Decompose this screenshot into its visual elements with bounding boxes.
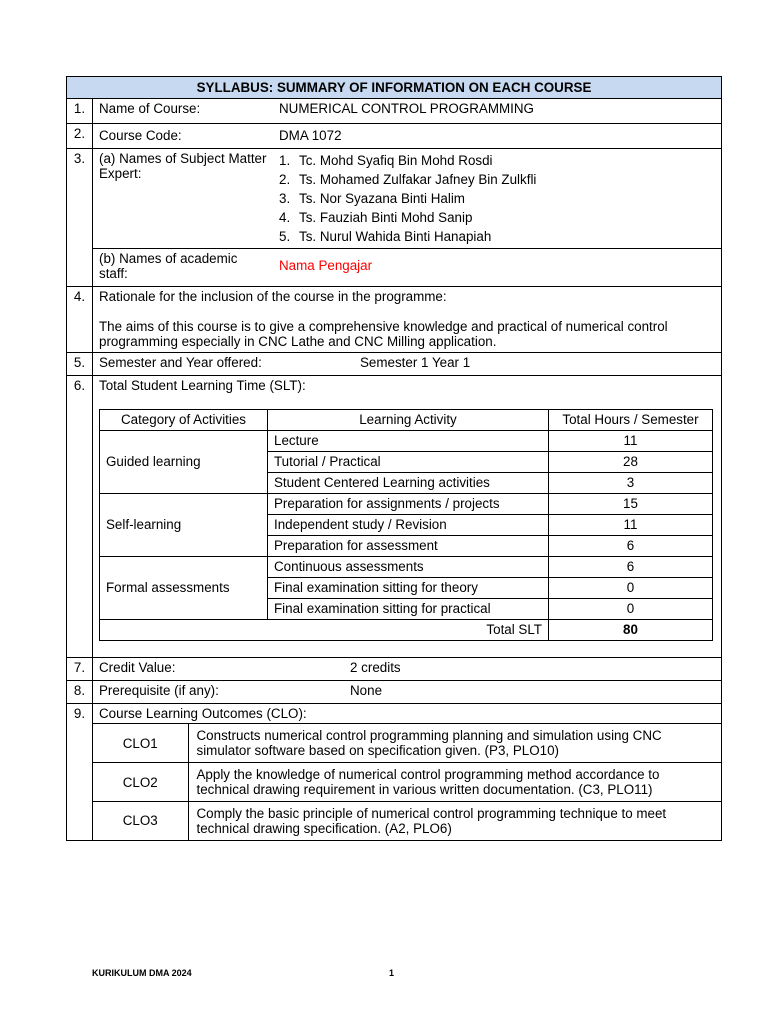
clo-code: CLO1 bbox=[93, 724, 188, 763]
row-academic-staff bbox=[67, 249, 722, 287]
credit-value-value: 2 credits bbox=[350, 660, 401, 675]
activity-cell: Student Centered Learning activities bbox=[268, 473, 549, 494]
credit-value-label: Credit Value: bbox=[99, 660, 176, 675]
hours-cell: 15 bbox=[549, 494, 713, 515]
row-number: 2. bbox=[67, 124, 93, 149]
list-item: 1. Tc. Mohd Syafiq Bin Mohd Rosdi bbox=[279, 153, 493, 168]
row-number: 6. bbox=[67, 376, 93, 658]
row-number: 9. bbox=[67, 704, 93, 841]
sme-label: (a) Names of Subject Matter Expert: bbox=[99, 151, 267, 181]
prerequisite-value: None bbox=[350, 683, 383, 698]
row-number: 8. bbox=[67, 681, 93, 704]
hours-cell: 6 bbox=[549, 536, 713, 557]
list-item: 4. Ts. Fauziah Binti Mohd Sanip bbox=[279, 210, 473, 225]
rationale-label: Rationale for the inclusion of the course in the programme: bbox=[99, 289, 447, 304]
hours-cell: 0 bbox=[549, 599, 713, 620]
syllabus-table bbox=[66, 76, 722, 841]
hours-cell: 11 bbox=[549, 431, 713, 452]
clo-code: CLO2 bbox=[93, 763, 188, 802]
row-credit-value bbox=[67, 658, 722, 681]
clo-text: Apply the knowledge of numerical control programming method accordance to technical drawing requirement in various written documentation. (C3, PLO11) bbox=[188, 763, 722, 802]
table-row bbox=[93, 763, 722, 802]
column-header: Learning Activity bbox=[268, 410, 549, 431]
academic-staff-label: (b) Names of academic staff: bbox=[99, 251, 238, 281]
syllabus-header-row bbox=[67, 77, 722, 99]
row-rationale bbox=[67, 287, 722, 353]
clo-code: CLO3 bbox=[93, 802, 188, 840]
table-header-row bbox=[100, 410, 713, 431]
course-code-value: DMA 1072 bbox=[279, 128, 342, 143]
table-row bbox=[100, 494, 713, 515]
total-row bbox=[100, 620, 713, 641]
category-cell: Guided learning bbox=[100, 431, 268, 494]
category-cell: Self-learning bbox=[100, 494, 268, 557]
hours-cell: 11 bbox=[549, 515, 713, 536]
clo-text: Comply the basic principle of numerical control programming technique to meet technical drawing specification. (A2, PLO6) bbox=[188, 802, 722, 840]
page-number: 1 bbox=[389, 968, 395, 978]
table-row bbox=[100, 431, 713, 452]
table-row bbox=[93, 724, 722, 763]
slt-table bbox=[99, 409, 713, 641]
row-clo bbox=[67, 704, 722, 841]
syllabus-title: SYLLABUS: SUMMARY OF INFORMATION ON EACH COURSE bbox=[67, 77, 722, 99]
hours-cell: 0 bbox=[549, 578, 713, 599]
slt-label: Total Student Learning Time (SLT): bbox=[99, 378, 306, 393]
row-prerequisite bbox=[67, 681, 722, 704]
footer-curriculum: KURIKULUM DMA 2024 bbox=[92, 968, 192, 978]
hours-cell: 3 bbox=[549, 473, 713, 494]
activity-cell: Continuous assessments bbox=[268, 557, 549, 578]
row-course-name bbox=[67, 99, 722, 124]
total-value: 80 bbox=[549, 620, 713, 641]
activity-cell: Preparation for assessment bbox=[268, 536, 549, 557]
clo-label: Course Learning Outcomes (CLO): bbox=[99, 706, 307, 721]
clo-table bbox=[93, 723, 722, 840]
course-name-label: Name of Course: bbox=[99, 101, 201, 116]
activity-cell: Preparation for assignments / projects bbox=[268, 494, 549, 515]
list-item: 3. Ts. Nor Syazana Binti Halim bbox=[279, 191, 465, 206]
prerequisite-label: Prerequisite (if any): bbox=[99, 683, 219, 698]
hours-cell: 6 bbox=[549, 557, 713, 578]
row-number: 3. bbox=[67, 149, 93, 287]
table-row bbox=[100, 557, 713, 578]
activity-cell: Tutorial / Practical bbox=[268, 452, 549, 473]
activity-cell: Final examination sitting for practical bbox=[268, 599, 549, 620]
course-code-label: Course Code: bbox=[99, 128, 182, 143]
list-item: 2. Ts. Mohamed Zulfakar Jafney Bin Zulkfli bbox=[279, 172, 537, 187]
row-course-code bbox=[67, 124, 722, 149]
total-label: Total SLT bbox=[100, 620, 549, 641]
sme-list bbox=[279, 151, 536, 246]
row-number: 4. bbox=[67, 287, 93, 353]
activity-cell: Independent study / Revision bbox=[268, 515, 549, 536]
academic-staff-value: Nama Pengajar bbox=[279, 258, 373, 273]
clo-text: Constructs numerical control programming planning and simulation using CNC simulator software based on specification given. (P3, PLO10) bbox=[188, 724, 722, 763]
row-semester bbox=[67, 353, 722, 376]
row-slt bbox=[67, 376, 722, 658]
rationale-text: The aims of this course is to give a comprehensive knowledge and practical of numerical control programming especially in CNC Lathe and CNC Milling application. bbox=[99, 319, 668, 349]
row-number: 1. bbox=[67, 99, 93, 124]
row-subject-matter-experts bbox=[67, 149, 722, 249]
list-item: 5. Ts. Nurul Wahida Binti Hanapiah bbox=[279, 229, 492, 244]
row-number: 5. bbox=[67, 353, 93, 376]
course-name-value: NUMERICAL CONTROL PROGRAMMING bbox=[279, 101, 534, 116]
activity-cell: Lecture bbox=[268, 431, 549, 452]
category-cell: Formal assessments bbox=[100, 557, 268, 620]
semester-label: Semester and Year offered: bbox=[99, 355, 262, 370]
column-header: Total Hours / Semester bbox=[549, 410, 713, 431]
column-header: Category of Activities bbox=[100, 410, 268, 431]
table-row bbox=[93, 802, 722, 840]
semester-value: Semester 1 Year 1 bbox=[360, 355, 471, 370]
activity-cell: Final examination sitting for theory bbox=[268, 578, 549, 599]
row-number: 7. bbox=[67, 658, 93, 681]
hours-cell: 28 bbox=[549, 452, 713, 473]
